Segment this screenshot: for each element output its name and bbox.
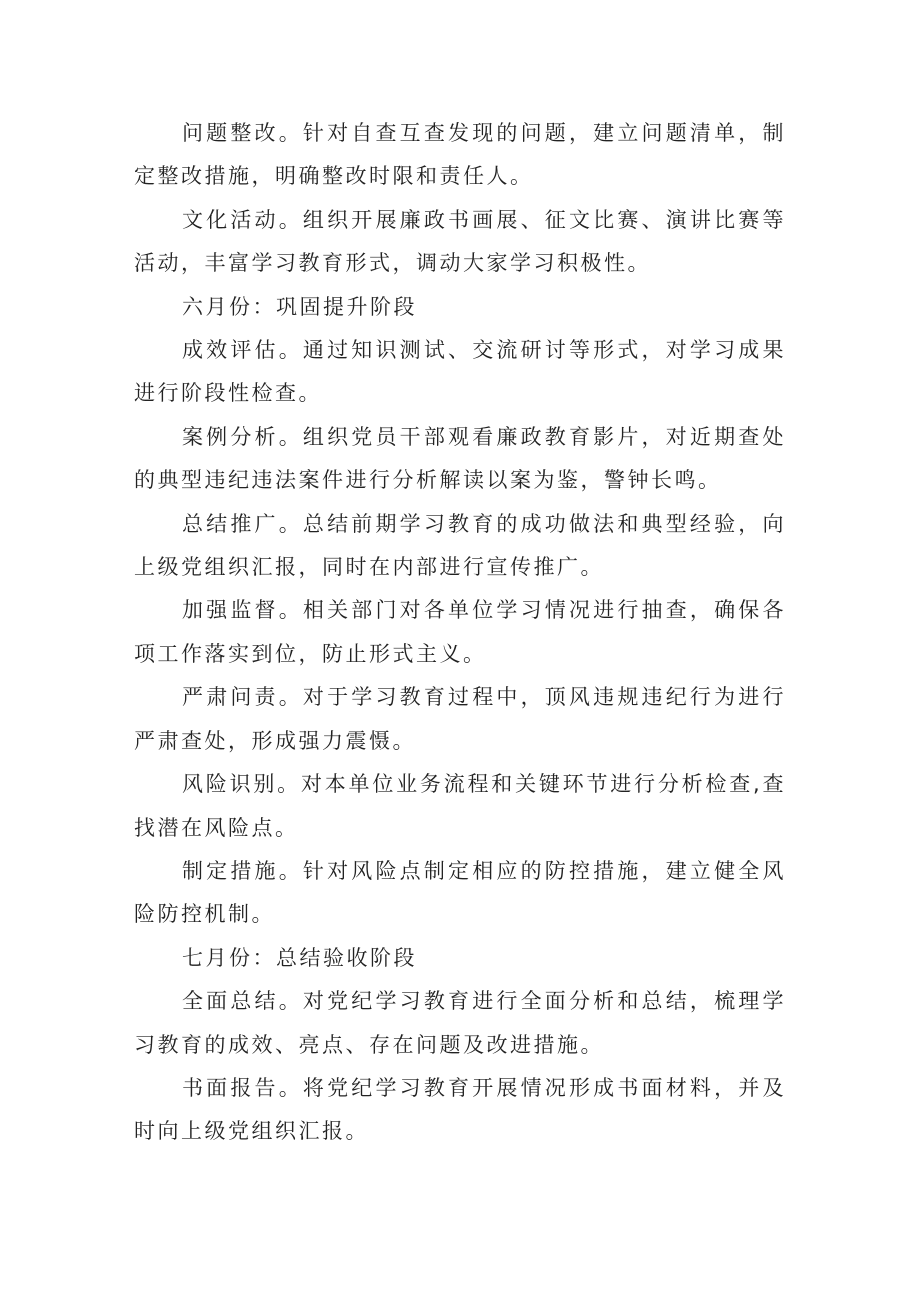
paragraph-strengthen-supervision: 加强监督。相关部门对各单位学习情况进行抽查，确保各项工作落实到位，防止形式主义。	[134, 598, 786, 666]
document-body	[134, 112, 786, 1154]
paragraph-written-report: 书面报告。将党纪学习教育开展情况形成书面材料，并及时向上级党组织汇报。	[134, 1075, 786, 1144]
section-heading-june: 六月份：巩固提升阶段	[182, 294, 417, 319]
paragraph-comprehensive-summary: 全面总结。对党纪学习教育进行全面分析和总结，梳理学习教育的成效、亮点、存在问题及改进措施。	[134, 989, 786, 1057]
paragraph-rectification: 问题整改。针对自查互查发现的问题，建立问题清单，制定整改措施，明确整改时限和责任人。	[134, 121, 786, 189]
paragraph-accountability: 严肃问责。对于学习教育过程中，顶风违规违纪行为进行严肃查处，形成强力震慑。	[134, 685, 786, 753]
paragraph-risk-identification: 风险识别。对本单位业务流程和关键环节进行分析检查,查找潜在风险点。	[134, 772, 786, 840]
section-heading-july: 七月份：总结验收阶段	[182, 945, 417, 970]
paragraph-case-analysis: 案例分析。组织党员干部观看廉政教育影片，对近期查处的典型违纪违法案件进行分析解读以案为鉴，警钟长鸣。	[134, 424, 786, 493]
paragraph-formulate-measures: 制定措施。针对风险点制定相应的防控措施，建立健全风险防控机制。	[134, 858, 786, 927]
paragraph-effect-evaluation: 成效评估。通过知识测试、交流研讨等形式，对学习成果进行阶段性检查。	[134, 338, 786, 406]
paragraph-cultural-activities: 文化活动。组织开展廉政书画展、征文比赛、演讲比赛等活动，丰富学习教育形式，调动大家学习积极性。	[134, 207, 786, 276]
paragraph-summary-promotion: 总结推广。总结前期学习教育的成功做法和典型经验，向上级党组织汇报，同时在内部进行宣传推广。	[134, 511, 786, 580]
